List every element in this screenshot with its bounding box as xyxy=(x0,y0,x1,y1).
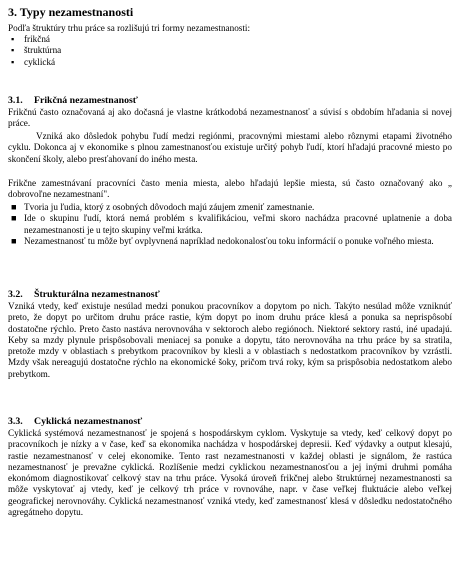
section-number: 3.1. xyxy=(8,95,23,106)
paragraph: Frikčnú často označovaná aj ako dočasná je vlastne krátkodobá nezamestnanosť a súvisí s obdobím hľadania si novej práce. xyxy=(8,107,452,129)
bullet-icon: ▪ xyxy=(11,56,15,67)
bullet-icon: ■ xyxy=(11,213,17,224)
bullet-list xyxy=(8,202,452,247)
forms-list xyxy=(8,34,452,68)
paragraph: Cyklická systémová nezamestnanosť je spojená s hospodárskym cyklom. Vyskytuje sa vtedy, keď celkový dopyt po pracovníkoch je nízky a v čase, keď sa ekonomika nachádza v hospodárskej depresii. Keď výdavky a output klesajú, rastie nezamestnanosť v celej ekonomike. Tento rast nezamestnanosti v každej oblasti je signálom, že rastúca nezamestnanosť je prevažne cyklická. Rozlíšenie medzi cyklickou nezamestnanosťou a jej inými druhmi pomáha ekonómom diagnostikovať celkový stav na trhu práce. Vysoká úroveň frikčnej alebo štruktúrnej nezamestnanosti sa môže vyskytovať aj vtedy, keď je celkový trh práce v rovnováhe, napr. v čase veľkej fluktuácie alebo veľkej geografickej nerovnováhy. Cyklická nezamestnanosť vzniká vtedy, keď zamestnanosť klesá v dôsledku nedostatočného agregátneho dopytu. xyxy=(8,428,452,518)
bullet-icon: ■ xyxy=(11,202,17,212)
paragraph: Vzniká ako dôsledok pohybu ľudí medzi regiónmi, pracovnými miestami alebo rôznymi etapami životného cyklu. Dokonca aj v ekonomike s plnou zamestnanosťou existuje určitý pohyb ľudí, ktorí hľadajú pracovné miesto po skončení školy, alebo presťahovaní do iného mesta. xyxy=(8,131,452,164)
bullet-icon: ■ xyxy=(11,235,17,246)
section-title: Frikčná nezamestnanosť xyxy=(34,95,138,106)
section-heading xyxy=(8,95,138,106)
list-item: ▪ frikčná xyxy=(11,34,51,44)
list-item: ▪ cyklická xyxy=(11,56,56,67)
section-title: Cyklická nezamestnanosť xyxy=(34,416,143,427)
paragraph: Vzniká vtedy, keď existuje nesúlad medzi ponukou pracovníkov a dopytom po nich. Takýto nesúlad môže vzniknúť preto, že dopyt po určitom druhu práce rastie, kým dopyt po inom druhu práce klesá a ponuka sa neprispôsobí dostatočne rýchlo. Preto často nastáva nerovnováha v sektoroch alebo regiónoch. Niektoré sektory rastú, iné upadajú. Keby sa mzdy plynule prispôsobovali meniacej sa ponuke a dopytu, táto nerovnováha na trhu práce by sa stratila, pretože mzdy v oblastiach s prebytkom pracovníkov by klesli a v oblastiach s nedostatkom pracovníkov by vzrástli. Mzdy však nereagujú dostatočne rýchlo na ekonomické šoky, pričom trvá roky, kým sa prispôsobia nedostatkom alebo prebytkom. xyxy=(8,301,452,379)
section-heading xyxy=(8,289,160,300)
bullet-icon: ▪ xyxy=(11,45,15,56)
list-item: ■ Tvoria ju ľudia, ktorý z osobných dôvodoch majú záujem zmeniť zamestnanie. xyxy=(11,202,315,212)
paragraph: Frikčne zamestnávaní pracovníci často menia miesta, alebo hľadajú lepšie miesta, sú často označovaný ako „ dobrovoľne nezamestnaní". xyxy=(8,178,452,200)
document-page xyxy=(8,0,452,566)
section-heading xyxy=(8,416,142,427)
section-title: Štrukturálna nezamestnanosť xyxy=(34,289,160,300)
list-item: ■ Ide o skupinu ľudí, ktorá nemá problém s kvalifikáciou, veľmi skoro nachádza pracovné uplatnenie a doba nezamestnanosti je u tejto skupiny veľmi krátka. xyxy=(11,213,452,235)
list-item: ▪ štruktúrna xyxy=(11,45,62,56)
section-number: 3.2. xyxy=(8,289,23,300)
bullet-icon: ▪ xyxy=(11,34,15,44)
chapter-title: 3. Typy nezamestnanosti xyxy=(8,5,134,19)
intro-paragraph: Podľa štruktúry trhu práce sa rozlišujú tri formy nezamestnanosti: xyxy=(8,23,251,33)
section-number: 3.3. xyxy=(8,416,23,427)
list-item: ■ Nezamestnanosť tu môže byť ovplyvnená napríklad nedokonalosťou toku informácií o ponuke voľného miesta. xyxy=(11,235,434,246)
